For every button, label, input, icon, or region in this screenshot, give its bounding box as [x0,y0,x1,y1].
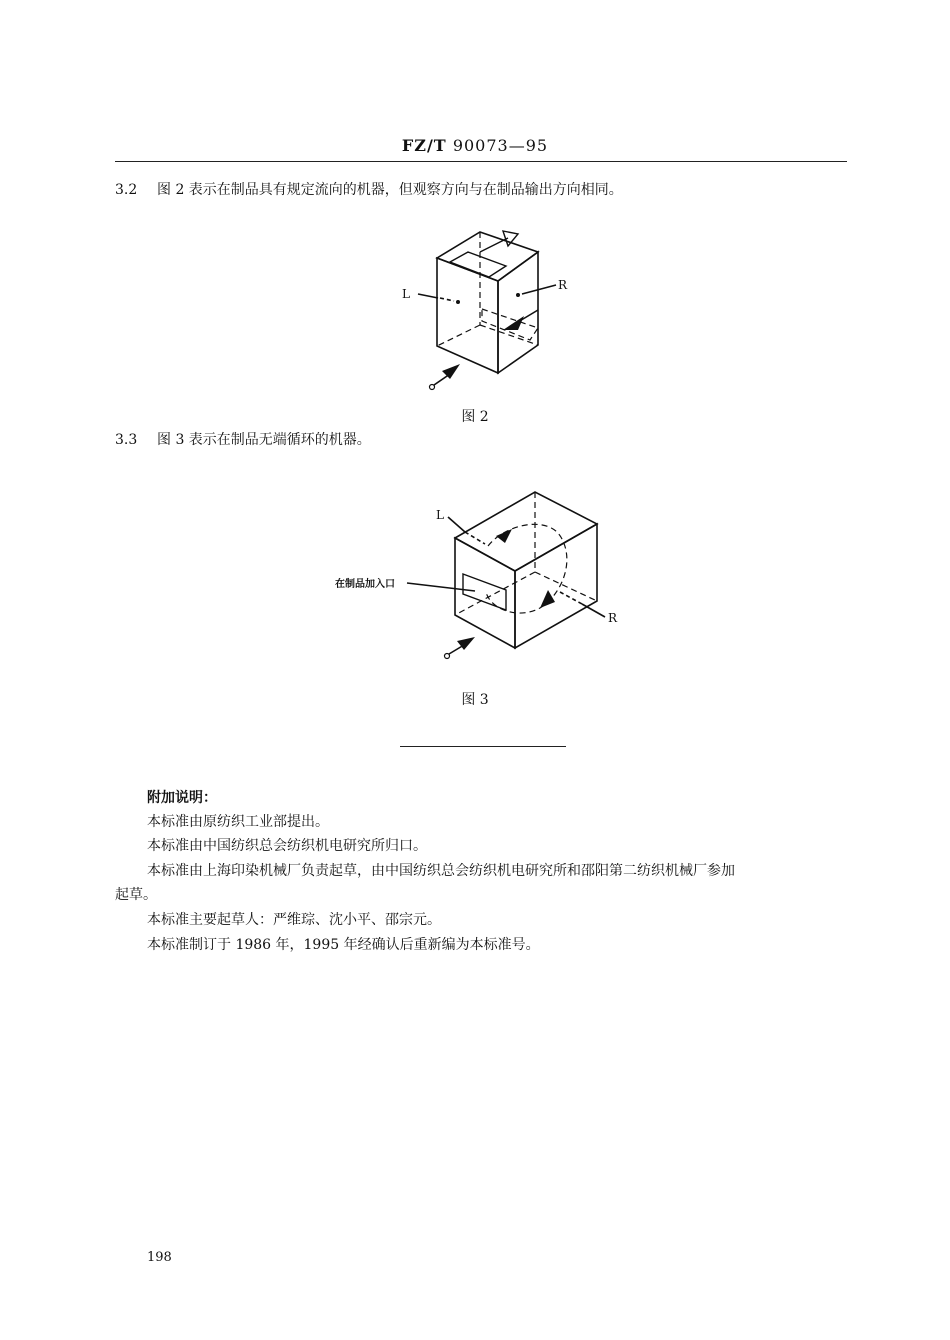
section-number: 3.3 [115,432,138,448]
standard-number: 90073—95 [452,136,549,155]
section-3-2 [115,180,623,200]
notes-line-3: 本标准由上海印染机械厂负责起草，由中国纺织总会纺织机电研究所和邵阳第二纺织机械厂参加 [147,863,735,879]
notes-line-3-continued: 起草。 [115,887,157,903]
figure-3-diagram [330,484,630,664]
end-rule [400,746,566,747]
inlet-slot [463,574,506,610]
page-header [0,136,950,155]
section-text: 图 2 表示在制品具有规定流向的机器，但观察方向与在制品输出方向相同。 [157,182,623,198]
box-right-face [498,252,538,373]
section-number: 3.2 [115,182,138,198]
notes-line-5: 本标准制订于 1986 年，1995 年经确认后重新编为本标准号。 [147,937,540,953]
section-3-3 [115,430,371,450]
header-rule [115,161,847,162]
input-arrow-icon [503,316,524,330]
observer-eye-icon [430,385,435,390]
figure-2-caption: 图 2 [461,409,489,425]
circulation-arrow-icon [496,529,512,543]
box-top-face [437,232,538,281]
figure-3-caption: 图 3 [461,692,489,708]
box-right-face [515,524,597,648]
output-slot [450,252,506,277]
notes-line-4: 本标准主要起草人：严维琮、沈小平、邵宗元。 [147,912,441,928]
figure-3-label-inlet: 在制品加入口 [335,579,395,590]
notes-line-1: 本标准由原纺织工业部提出。 [147,814,329,830]
page-number: 198 [147,1250,172,1265]
notes-line-2: 本标准由中国纺织总会纺织机电研究所归口。 [147,838,427,854]
figure-3-label-right: R [608,611,618,625]
notes-title: 附加说明： [147,790,217,806]
observer-eye-icon [445,654,450,659]
box-top-face [455,492,597,571]
box-left-face [437,258,498,373]
figure-3-label-left: L [436,508,444,522]
section-text: 图 3 表示在制品无端循环的机器。 [157,432,371,448]
figure-2-diagram [390,222,600,397]
figure-2-label-right: R [558,278,568,292]
standard-code: FZ/T [401,136,447,155]
figure-2-label-left: L [402,287,410,301]
circulation-arrow-icon [540,590,555,608]
